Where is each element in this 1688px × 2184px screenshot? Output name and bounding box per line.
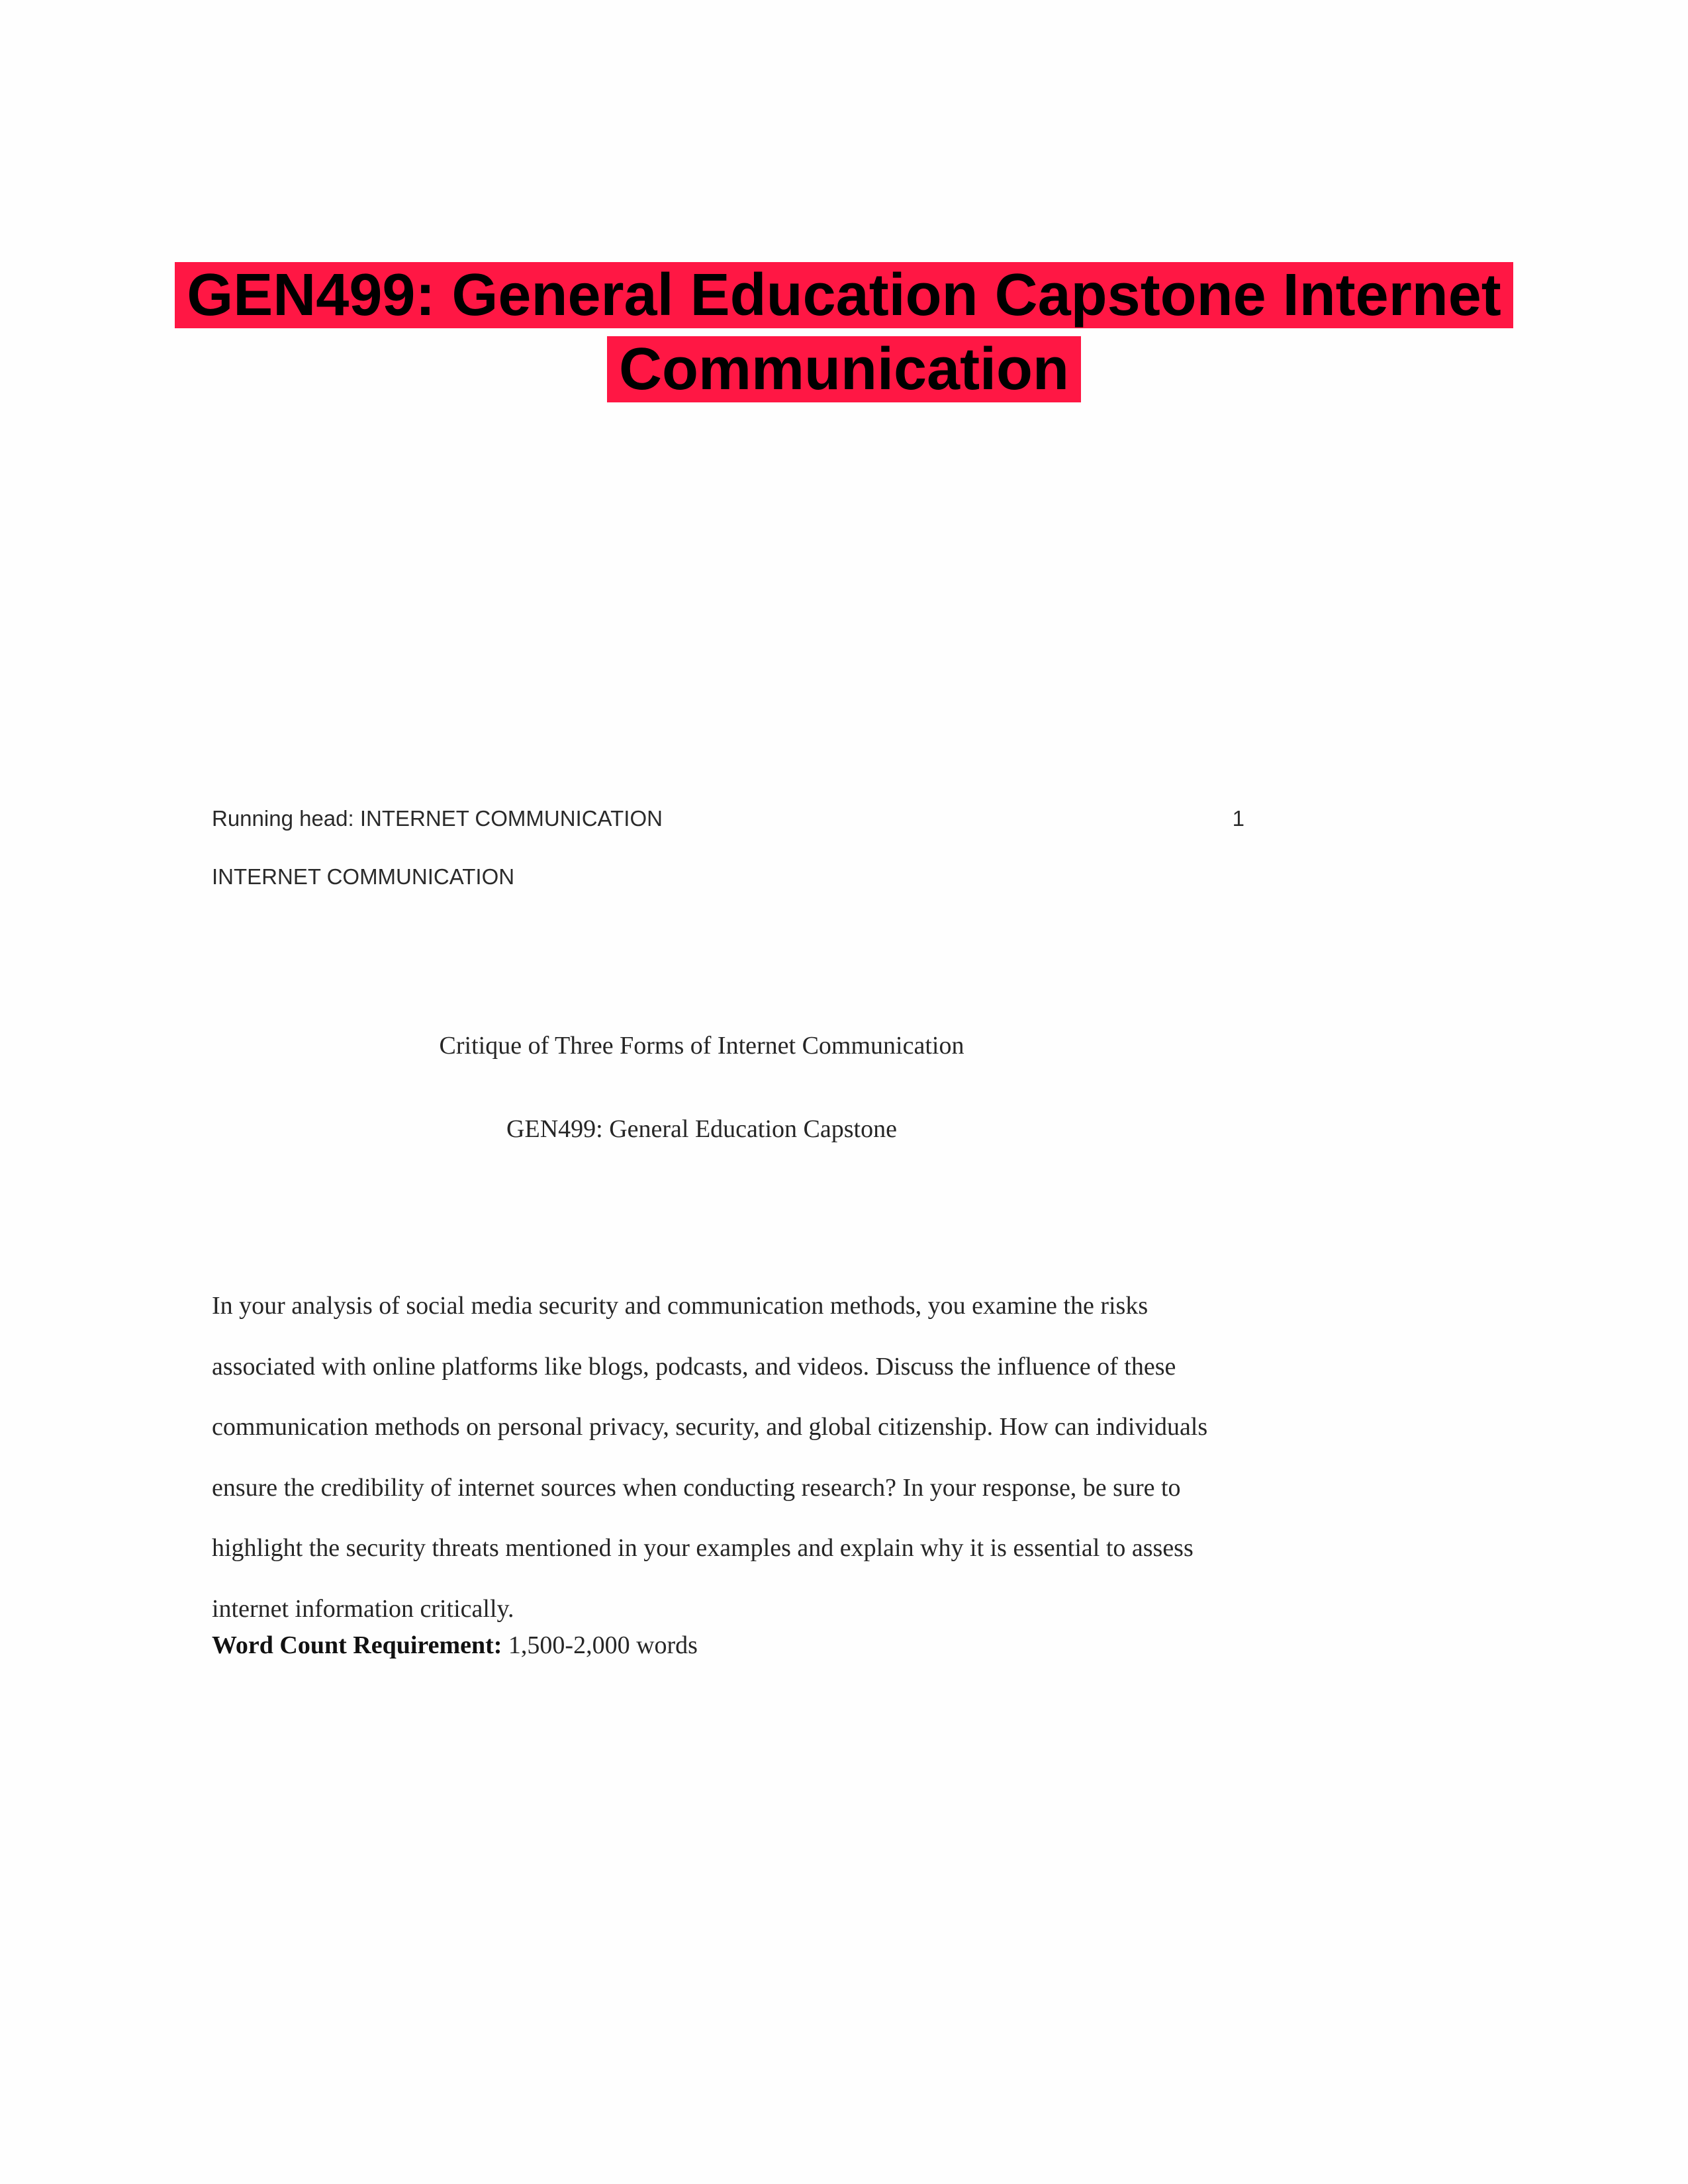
short-title: INTERNET COMMUNICATION <box>212 864 515 889</box>
document-preview <box>212 794 1244 1659</box>
running-head-row <box>212 794 1244 834</box>
page-title: GEN499: General Education Capstone Internet Communication <box>175 262 1513 402</box>
page-title-banner <box>106 258 1582 406</box>
body-paragraph: In your analysis of social media security and communication methods, you examine the risks associated with online platforms like blogs, podcasts, and videos. Discuss the influence of these communication methods on personal privacy, security, and global citizenship. How can individuals ensure the credibility of internet sources when conducting research? In your response, be sure to highlight the security threats mentioned in your examples and explain why it is essential to assess internet information critically. <box>212 1292 1208 1623</box>
paper-title: Critique of Three Forms of Internet Communication <box>439 1032 964 1060</box>
running-head: Running head: INTERNET COMMUNICATION <box>212 806 663 831</box>
word-count-value: 1,500-2,000 words <box>502 1631 698 1659</box>
word-count-requirement <box>212 1631 698 1660</box>
course-name: GEN499: General Education Capstone <box>506 1115 897 1143</box>
word-count-label: Word Count Requirement: <box>212 1631 502 1659</box>
page-number: 1 <box>1232 806 1244 831</box>
